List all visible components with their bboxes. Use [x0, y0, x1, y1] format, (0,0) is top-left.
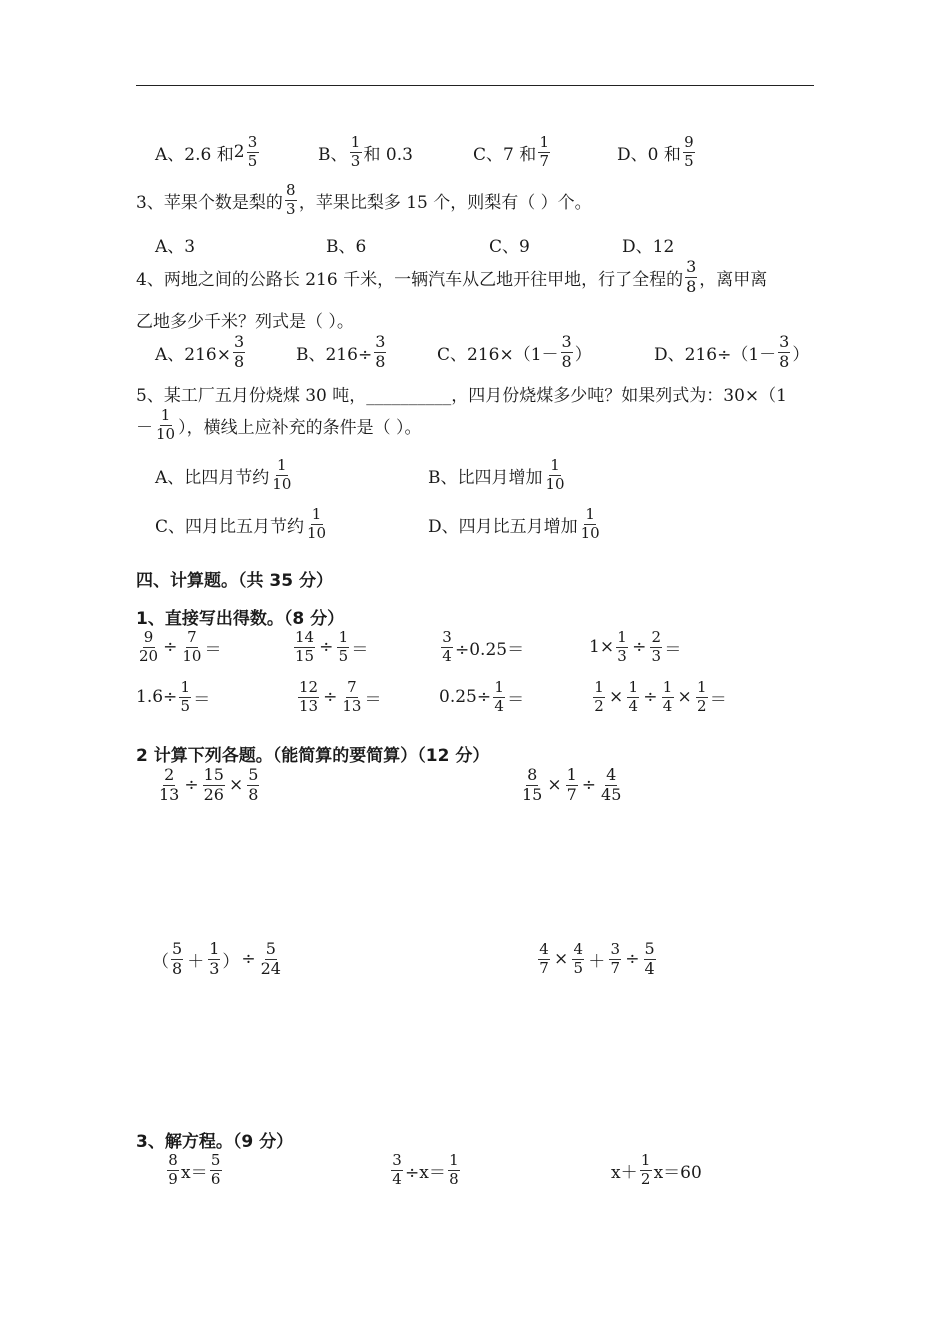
fraction	[662, 680, 674, 715]
operator: ÷	[632, 637, 647, 658]
text: B、	[318, 144, 348, 165]
text: （	[152, 951, 169, 972]
fraction-denominator: 3	[209, 958, 220, 978]
q3-option-b	[326, 232, 366, 257]
fraction-numerator: 1	[617, 628, 627, 646]
fraction-numerator: 4	[606, 765, 617, 784]
fraction-numerator: 2	[164, 765, 175, 784]
fraction-numerator: 1	[662, 678, 673, 696]
q5-option-a	[155, 458, 294, 493]
fraction	[561, 334, 573, 371]
p1-expression-3	[439, 630, 524, 665]
fraction-denominator: 9	[168, 1169, 178, 1188]
p3-equation-3	[611, 1153, 702, 1188]
p2-expression-1	[156, 767, 261, 804]
operator: ÷	[643, 687, 658, 708]
p1-expression-2	[292, 630, 368, 665]
fraction-denominator: 4	[494, 696, 504, 715]
text: B、216÷	[296, 344, 373, 365]
fraction	[683, 135, 695, 170]
fraction-denominator: 8	[233, 351, 245, 371]
fraction-denominator: 5	[338, 646, 349, 665]
fraction-numerator: 3	[392, 1151, 402, 1169]
q4-option-a	[155, 334, 247, 371]
fraction	[538, 942, 550, 977]
text: D、12	[622, 237, 675, 257]
fraction	[600, 767, 622, 804]
text: B、比四月增加	[428, 467, 543, 488]
text: －	[136, 417, 153, 438]
text: 5、某工厂五月份烧煤 30 吨，__________，四月份烧煤多少吨？如果列式为：30×（1	[136, 386, 787, 406]
q5-option-b	[428, 458, 568, 493]
fraction-denominator: 13	[342, 696, 362, 715]
text: D、216÷（1－	[654, 344, 777, 365]
q5-stem-line1	[136, 381, 787, 406]
fraction	[167, 1153, 179, 1188]
p1-expression-7	[439, 680, 524, 715]
q2-option-b	[318, 135, 413, 170]
fraction-denominator: 8	[779, 351, 790, 371]
text: ）	[574, 344, 592, 365]
fraction-denominator: 24	[260, 958, 281, 978]
fraction-denominator: 2	[594, 696, 604, 715]
text: ）	[792, 344, 810, 365]
operator: ÷	[323, 687, 338, 708]
fraction-numerator: 1	[350, 133, 361, 151]
fraction-numerator: 3	[610, 940, 621, 959]
q4-option-b	[296, 334, 388, 371]
text: ÷0.25＝	[455, 639, 525, 660]
fraction	[566, 767, 578, 804]
fraction-denominator: 10	[580, 523, 600, 542]
text: C、四月比五月节约	[155, 516, 305, 537]
section-4-title	[136, 566, 333, 591]
fraction-numerator: 1	[160, 406, 171, 424]
fraction-denominator: 4	[442, 646, 452, 665]
p2-expression-2	[519, 767, 624, 804]
text: ＝	[204, 639, 222, 660]
part-2-title	[136, 741, 489, 766]
p1-expression-1	[136, 630, 221, 665]
part-1-title	[136, 604, 344, 629]
text: ＝	[364, 689, 382, 710]
fraction	[493, 680, 505, 715]
fraction	[138, 630, 159, 665]
p1-expression-4	[589, 630, 681, 665]
fraction-numerator: 7	[187, 628, 197, 646]
fraction-numerator: 1	[628, 678, 639, 696]
fraction-numerator: 12	[299, 678, 319, 696]
text: 1.6÷	[136, 687, 178, 708]
q4-option-c	[437, 334, 592, 371]
fraction-denominator: 3	[286, 199, 296, 218]
text: B、6	[326, 237, 367, 257]
fraction	[778, 334, 790, 371]
fraction-numerator: 9	[684, 133, 694, 151]
fraction-numerator: 1	[594, 678, 604, 696]
fraction-denominator: 15	[522, 784, 543, 804]
q2-option-a	[155, 135, 261, 170]
fraction-numerator: 1	[640, 1151, 651, 1169]
fraction	[181, 630, 202, 665]
fraction-denominator: 2	[640, 1169, 651, 1188]
text: 1×	[589, 637, 615, 658]
fraction-numerator: 1	[696, 678, 707, 696]
fraction-numerator: 1	[449, 1151, 459, 1169]
operator: ÷	[625, 949, 640, 970]
fraction-denominator: 8	[248, 784, 259, 804]
fraction-numerator: 1	[550, 456, 560, 474]
q3-option-d	[622, 232, 674, 257]
text: ＝	[193, 689, 211, 710]
q3-option-a	[155, 232, 195, 257]
fraction-denominator: 5	[573, 958, 584, 977]
fraction	[179, 680, 191, 715]
operator: ×	[609, 687, 624, 708]
fraction-numerator: 4	[539, 940, 549, 959]
fraction-denominator: 8	[172, 958, 183, 978]
operator: ×	[677, 687, 692, 708]
fraction-denominator: 15	[295, 646, 315, 665]
q4-stem-line1	[136, 259, 767, 296]
fraction	[374, 334, 386, 371]
fraction-numerator: 9	[143, 628, 154, 646]
operator: ÷	[581, 775, 597, 796]
text: 2 计算下列各题。（能简算的要简算）（12 分）	[136, 746, 490, 766]
fraction-denominator: 5	[180, 696, 191, 715]
fraction	[538, 135, 550, 170]
p3-equation-1	[165, 1153, 224, 1188]
fraction-denominator: 8	[686, 276, 697, 296]
text: C、7 和	[473, 144, 537, 165]
q2-option-c	[473, 135, 552, 170]
text: A、2.6 和	[155, 144, 234, 165]
text: C、9	[489, 237, 530, 257]
operator: ＋	[187, 951, 205, 972]
fraction-numerator: 5	[644, 939, 655, 958]
text: x＋	[611, 1162, 638, 1183]
text: 2	[233, 142, 245, 163]
operator: ×	[554, 949, 569, 970]
fraction-numerator: 3	[247, 133, 258, 151]
fraction-numerator: 3	[779, 332, 790, 351]
fraction-denominator: 8	[561, 351, 572, 371]
header-rule	[136, 85, 814, 86]
text: 4、两地之间的公路长 216 千米，一辆汽车从乙地开往甲地，行了全程的	[136, 269, 684, 290]
fraction	[158, 767, 180, 804]
fraction-denominator: 8	[375, 351, 386, 371]
fraction-numerator: 1	[539, 133, 549, 151]
fraction-denominator: 20	[139, 646, 159, 665]
text: 3、苹果个数是梨的	[136, 192, 283, 213]
fraction-denominator: 10	[307, 523, 327, 542]
fraction-numerator: 5	[265, 939, 276, 958]
fraction-numerator: 1	[180, 678, 191, 696]
fraction	[294, 630, 315, 665]
q3-option-c	[489, 232, 530, 257]
fraction	[306, 507, 327, 542]
fraction-numerator: 1	[209, 939, 220, 958]
fraction-numerator: 14	[295, 628, 315, 646]
fraction	[203, 767, 225, 804]
fraction	[233, 334, 245, 371]
operator: ×	[547, 775, 562, 796]
text: ）	[222, 951, 240, 972]
fraction	[593, 680, 605, 715]
text: 0.25÷	[439, 687, 492, 708]
fraction	[171, 941, 183, 978]
fraction	[260, 941, 282, 978]
fraction-denominator: 4	[662, 696, 673, 715]
fraction-denominator: 7	[610, 958, 621, 977]
text: A、3	[155, 237, 196, 257]
fraction	[545, 458, 566, 493]
fraction-denominator: 13	[159, 784, 180, 804]
fraction-numerator: 3	[375, 332, 386, 351]
part-3-title	[136, 1127, 293, 1152]
fraction	[391, 1153, 403, 1188]
text: x＝	[181, 1162, 208, 1183]
text: D、四月比五月增加	[428, 516, 578, 537]
text: 3、解方程。（9 分）	[136, 1132, 294, 1152]
fraction-denominator: 10	[272, 474, 292, 493]
text: ＝	[709, 689, 727, 710]
q5-option-c	[155, 507, 329, 542]
text: ÷x＝	[405, 1162, 446, 1183]
fraction-denominator: 3	[617, 646, 627, 665]
text: ＝	[507, 689, 525, 710]
fraction-denominator: 7	[539, 958, 549, 977]
fraction-denominator: 13	[299, 696, 319, 715]
fraction	[650, 630, 662, 665]
fraction-denominator: 3	[651, 646, 662, 665]
fraction-denominator: 8	[449, 1169, 459, 1188]
p3-equation-2	[389, 1153, 462, 1188]
text: ，苹果比梨多 15 个，则梨有（ ）个。	[298, 192, 592, 213]
text: 乙地多少千米？列式是（ ）。	[136, 312, 354, 332]
q4-option-d	[654, 334, 809, 371]
fraction-numerator: 4	[573, 940, 584, 959]
fraction-numerator: 1	[311, 505, 322, 523]
fraction-numerator: 1	[338, 628, 349, 646]
fraction-numerator: 1	[494, 678, 504, 696]
q2-option-d	[617, 135, 697, 170]
fraction-denominator: 7	[566, 784, 577, 804]
fraction	[696, 680, 708, 715]
fraction-denominator: 10	[156, 424, 176, 443]
fraction-denominator: 4	[392, 1169, 402, 1188]
fraction	[208, 941, 220, 978]
fraction-numerator: 3	[561, 332, 572, 351]
q5-option-d	[428, 507, 603, 542]
text: C、216×（1－	[437, 344, 559, 365]
fraction-numerator: 3	[233, 332, 245, 351]
fraction-numerator: 3	[686, 257, 697, 276]
q3-stem	[136, 183, 592, 218]
text: ，离甲离	[699, 269, 768, 290]
fraction	[448, 1153, 460, 1188]
p2-expression-4	[536, 941, 658, 978]
fraction-numerator: 8	[286, 181, 296, 199]
fraction	[640, 1153, 652, 1188]
fraction	[616, 630, 628, 665]
operator: ＋	[588, 951, 606, 972]
operator: ×	[228, 775, 244, 796]
fraction	[210, 1153, 222, 1188]
q5-stem-line2	[136, 408, 422, 443]
text: ＝	[664, 639, 682, 660]
fraction-numerator: 8	[527, 765, 538, 784]
fraction	[285, 183, 297, 218]
fraction-denominator: 26	[203, 784, 224, 804]
text: 和 0.3	[363, 144, 413, 165]
text: ＝	[351, 639, 369, 660]
fraction-denominator: 5	[684, 151, 694, 170]
fraction	[521, 767, 543, 804]
fraction-numerator: 3	[442, 628, 452, 646]
fraction	[247, 135, 259, 170]
text: A、比四月节约	[155, 467, 270, 488]
fraction	[609, 942, 621, 977]
operator: ÷	[163, 637, 178, 658]
fraction	[341, 680, 362, 715]
fraction-denominator: 3	[350, 151, 361, 170]
fraction-denominator: 4	[628, 696, 639, 715]
fraction-denominator: 45	[601, 784, 622, 804]
operator: ÷	[184, 775, 199, 796]
fraction	[685, 259, 697, 296]
p1-expression-6	[296, 680, 381, 715]
fraction	[155, 408, 176, 443]
operator: ÷	[319, 637, 334, 658]
text: ），横线上应补充的条件是（ ）。	[178, 417, 422, 438]
text: 1、直接写出得数。（8 分）	[136, 609, 345, 629]
text: 四、计算题。（共 35 分）	[136, 571, 333, 591]
fraction-numerator: 15	[203, 765, 224, 784]
fraction-numerator: 5	[248, 765, 259, 784]
fraction	[644, 941, 656, 978]
fraction-numerator: 8	[168, 1151, 178, 1169]
p1-expression-8	[591, 680, 727, 715]
fraction-numerator: 1	[566, 765, 577, 784]
fraction-numerator: 5	[210, 1151, 221, 1169]
fraction	[350, 135, 362, 170]
fraction-denominator: 5	[247, 151, 258, 170]
fraction-numerator: 7	[347, 678, 357, 696]
fraction	[580, 507, 601, 542]
operator: ÷	[241, 949, 256, 970]
fraction-denominator: 6	[210, 1169, 221, 1188]
text: D、0 和	[617, 144, 681, 165]
fraction	[298, 680, 319, 715]
p1-expression-5	[136, 680, 210, 715]
text: x＝60	[653, 1162, 702, 1183]
text: A、216×	[155, 344, 231, 365]
fraction-denominator: 10	[182, 646, 202, 665]
fraction	[271, 458, 292, 493]
fraction	[337, 630, 349, 665]
fraction-denominator: 10	[545, 474, 565, 493]
fraction-denominator: 2	[696, 696, 707, 715]
fraction-denominator: 7	[539, 151, 549, 170]
fraction	[627, 680, 639, 715]
fraction-numerator: 1	[277, 456, 287, 474]
fraction-numerator: 2	[651, 628, 662, 646]
fraction-numerator: 5	[172, 939, 183, 958]
fraction-numerator: 1	[585, 505, 595, 523]
fraction	[572, 942, 584, 977]
fraction	[441, 630, 453, 665]
p2-expression-3	[152, 941, 284, 978]
fraction-denominator: 4	[644, 958, 655, 978]
q4-stem-line2	[136, 307, 354, 332]
fraction	[247, 767, 259, 804]
